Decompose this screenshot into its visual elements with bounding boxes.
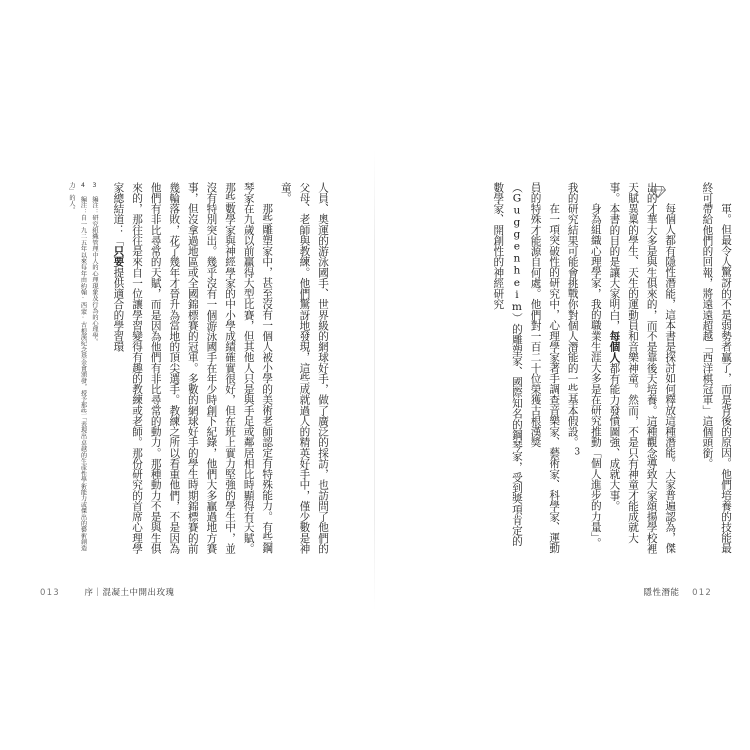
- page-number-left: 013: [40, 588, 60, 598]
- emphasis-everyone: 每個人: [608, 330, 621, 363]
- diamond-icon: [650, 186, 666, 198]
- left-page-footer: [40, 586, 175, 598]
- text-run: 那些雕塑家中，甚至沒有一個人被小學的美術老師認定有特殊能力。有些鋼琴家在九歲以前贏得大型比賽，但其他人只是與手足或鄰居相比時顯得有天賦。那些數學家與神經學家的中小學成績確實很好，但在班上實力堅強的學生中，並沒有特別突出。幾乎沒有一個游泳國手在年少時創下紀錄，他們大多贏過地方賽事，但沒拿過地區或全國錦標賽的冠軍。多數的網球好手的學生時期錦標賽的前幾輪落敗，花了幾年才晉升為當地的頂尖選手。教練之所以看重他們，不是因為他們有非比尋常的天賦，而是因為他們有非比尋常的動力。那種動力不是與生俱來的，那往往是來自一位讓學習變得有趣的教練或老師。那份研究的首席心理學家總結道：「: [112, 182, 274, 554]
- paragraph-sculptors: [109, 182, 276, 554]
- paragraph-research: [489, 182, 563, 554]
- page-number-right: 012: [692, 588, 712, 598]
- left-page-body: [105, 182, 332, 554]
- paragraph-intro-end: 軍。但最令人驚訝的不是弱勢者贏了，而是背後的原因。他們培養的技能最終可帶給他們的回報，將遠遠超越「西洋棋冠軍」這個頭銜。: [701, 182, 732, 554]
- paragraph-spacer: [679, 182, 698, 554]
- footnotes: [56, 182, 100, 554]
- footnote-mark-3: 3: [572, 447, 583, 458]
- text-run: 身為組織心理學家，我的職業生涯大多是在研究推動「個人進步的力量」。我的研究結果可能會挑戰你對個人潛能的一些基本假設。: [566, 182, 602, 549]
- right-page-footer: [643, 586, 712, 598]
- text-run: 在一項突破性的研究中，心理學家著手調查音樂家、藝術家、科學家、運動員的特殊才能源自何處。他們對一百二十位榮獲古根漢獎（Guggenheim）: [510, 182, 561, 554]
- text-run: 的雕塑家、國際知名的鋼琴家，受到獎項肯定的數學家、開創性的神經研究: [492, 182, 523, 547]
- paragraph-interviews: 人員、奧運的游泳國手、世界級的網球好手，做了廣泛的採訪，也訪問了他們的父母、老師與教練。他們驚訝地發現，這些成就過人的精英好手中，僅少數是神童。: [279, 182, 329, 554]
- paragraph-hidden-potential: [605, 182, 679, 554]
- text-run: 都有能力發憤圖強、成就大事。: [608, 362, 621, 512]
- footnote-4: 4 編注：自一九二五年以來每年由約翰‧西蒙‧古根漢紀念基金會頒發，授予那些「表現出卓越的生產性學術能力或傑出的藝術創造力」的人。: [68, 182, 87, 551]
- paragraph-psychologist: [563, 182, 605, 554]
- running-header-right: 隱性潛能: [643, 588, 680, 598]
- footnote-3: 3 編注：研究組織管理中人的心理現象及行為的心理學。: [91, 182, 98, 345]
- emphasis-only-if: 只要: [112, 245, 125, 267]
- text-run: 提供適合的學習環: [112, 266, 125, 352]
- right-page-body: [435, 182, 735, 554]
- text-run: 每個人都有隱性潛能，這本書是探討如何釋放這種潛能。大家普遍認為，傑出的才華大多是與生俱來的，而不是靠後天培養。這種觀念導致大家頌揚學校裡天賦異稟的學生、天生的運動員和音樂神童。然而，不是只有神童才能成就大事。本書的目的是讓大家明白，: [608, 182, 677, 554]
- running-header-left: 序｜混凝土中開出玫瑰: [84, 588, 175, 598]
